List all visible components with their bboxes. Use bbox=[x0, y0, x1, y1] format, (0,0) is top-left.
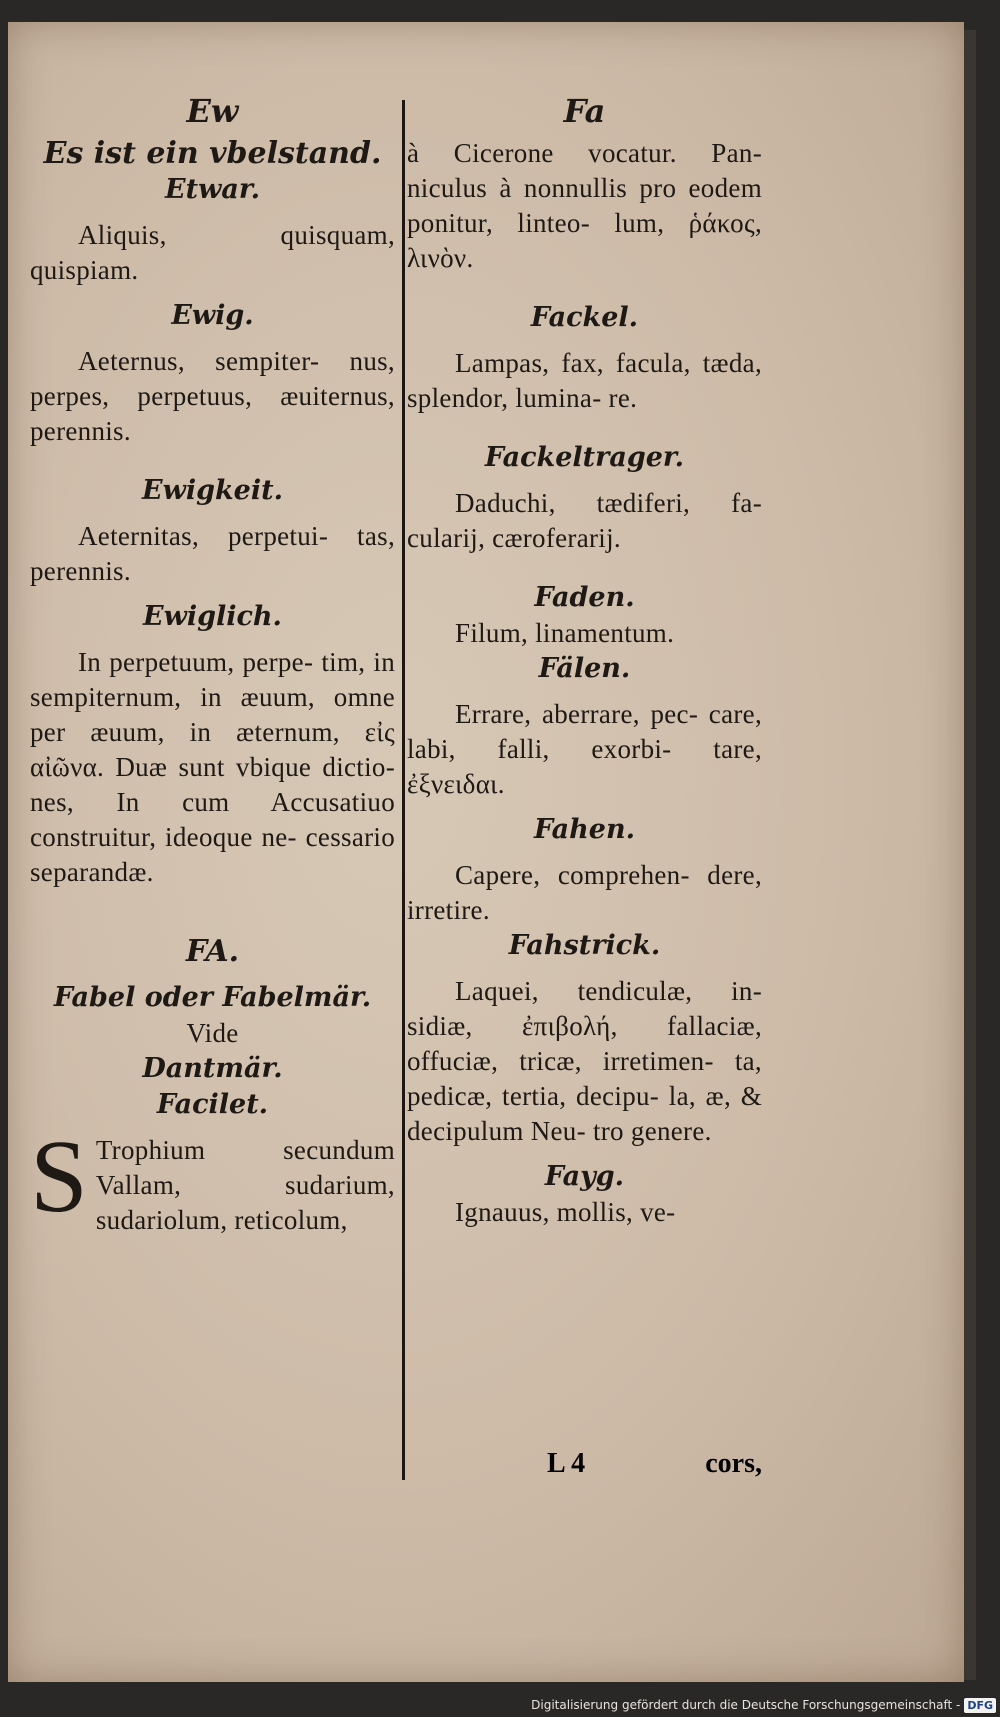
left-column bbox=[30, 92, 395, 1238]
digitization-credit bbox=[531, 1695, 996, 1715]
entry-text: Lampas, fax, facula, tæda, splendor, lumina- re. bbox=[407, 348, 762, 413]
headword: Ewiglich. bbox=[143, 601, 282, 632]
headword: Fahen. bbox=[533, 814, 636, 845]
headword: Fayg. bbox=[544, 1161, 625, 1192]
headword: Fackel. bbox=[530, 302, 639, 333]
entry-text: Trophium secundum Vallam, sudarium, sudariolum, reticolum, bbox=[95, 1135, 395, 1235]
catchword: cors, bbox=[705, 1448, 762, 1479]
entry-text: In perpetuum, perpe- tim, in sempiternum, in æuum, omne per æuum, in æternum, εἰς αἰῶνα. Duæ sunt vbique dictio- nes, In cum Accusatiuo construitur, ideoque ne- cessario separandæ. bbox=[30, 647, 395, 887]
entry-text: Errare, aberrare, pec- care, labi, falli, exorbi- tare, ἐξνειδαι. bbox=[407, 699, 762, 799]
headword: Fackeltrager. bbox=[484, 442, 685, 473]
headword: Facilet. bbox=[156, 1089, 269, 1120]
headword: Ewigkeit. bbox=[142, 475, 283, 506]
credit-text: Digitalisierung gefördert durch die Deutsche Forschungsgemeinschaft - bbox=[531, 1698, 961, 1712]
drop-capital: S bbox=[30, 1119, 88, 1234]
headword: Fahstrick. bbox=[508, 930, 661, 961]
headword: Fabel oder Fabelmär. bbox=[53, 982, 372, 1013]
entry-text: Ignauus, mollis, ve- bbox=[455, 1197, 676, 1227]
entry-text: Capere, comprehen- dere, irretire. bbox=[407, 860, 762, 925]
entry-text: Aeternitas, perpetui- tas, perennis. bbox=[30, 521, 395, 586]
right-running-head: Fa bbox=[563, 92, 606, 130]
entry-text: à Cicerone vocatur. Pan- niculus à nonnullis pro eodem ponitur, linteo- lum, ῥάκος, λινὸν. bbox=[407, 138, 762, 273]
headword: Ewig. bbox=[171, 300, 254, 331]
entry-text: Vide bbox=[186, 1018, 239, 1048]
book-edge bbox=[964, 30, 976, 1680]
headword: Fälen. bbox=[538, 653, 631, 684]
right-column bbox=[407, 92, 762, 1230]
entry-text: Laquei, tendiculæ, in- sidiæ, ἐπιβολή, fallaciæ, offuciæ, tricæ, irretimen- ta, pedicæ, tertia, decipu- la, æ, & decipulum Neu- tro genere. bbox=[407, 976, 762, 1146]
left-running-head: Ew bbox=[186, 92, 239, 130]
headword: Faden. bbox=[534, 582, 635, 613]
signature-mark: L 4 bbox=[547, 1448, 586, 1479]
entry-with-initial bbox=[30, 1119, 395, 1238]
headword: Es ist ein vbelstand. bbox=[43, 136, 382, 171]
entry-text: Daduchi, tædiferi, fa- cularij, cæroferarij. bbox=[407, 488, 762, 553]
dfg-logo: DFG bbox=[964, 1698, 996, 1713]
headword: Etwar. bbox=[165, 174, 260, 205]
section-heading: FA. bbox=[185, 934, 240, 969]
entry-text: Aeternus, sempiter- nus, perpes, perpetuus, æuiternus, perennis. bbox=[30, 346, 395, 446]
entry-text: Aliquis, quisquam, quispiam. bbox=[30, 220, 395, 285]
column-rule bbox=[402, 100, 405, 1480]
headword: Dantmär. bbox=[142, 1053, 283, 1084]
entry-text: Filum, linamentum. bbox=[455, 618, 675, 648]
